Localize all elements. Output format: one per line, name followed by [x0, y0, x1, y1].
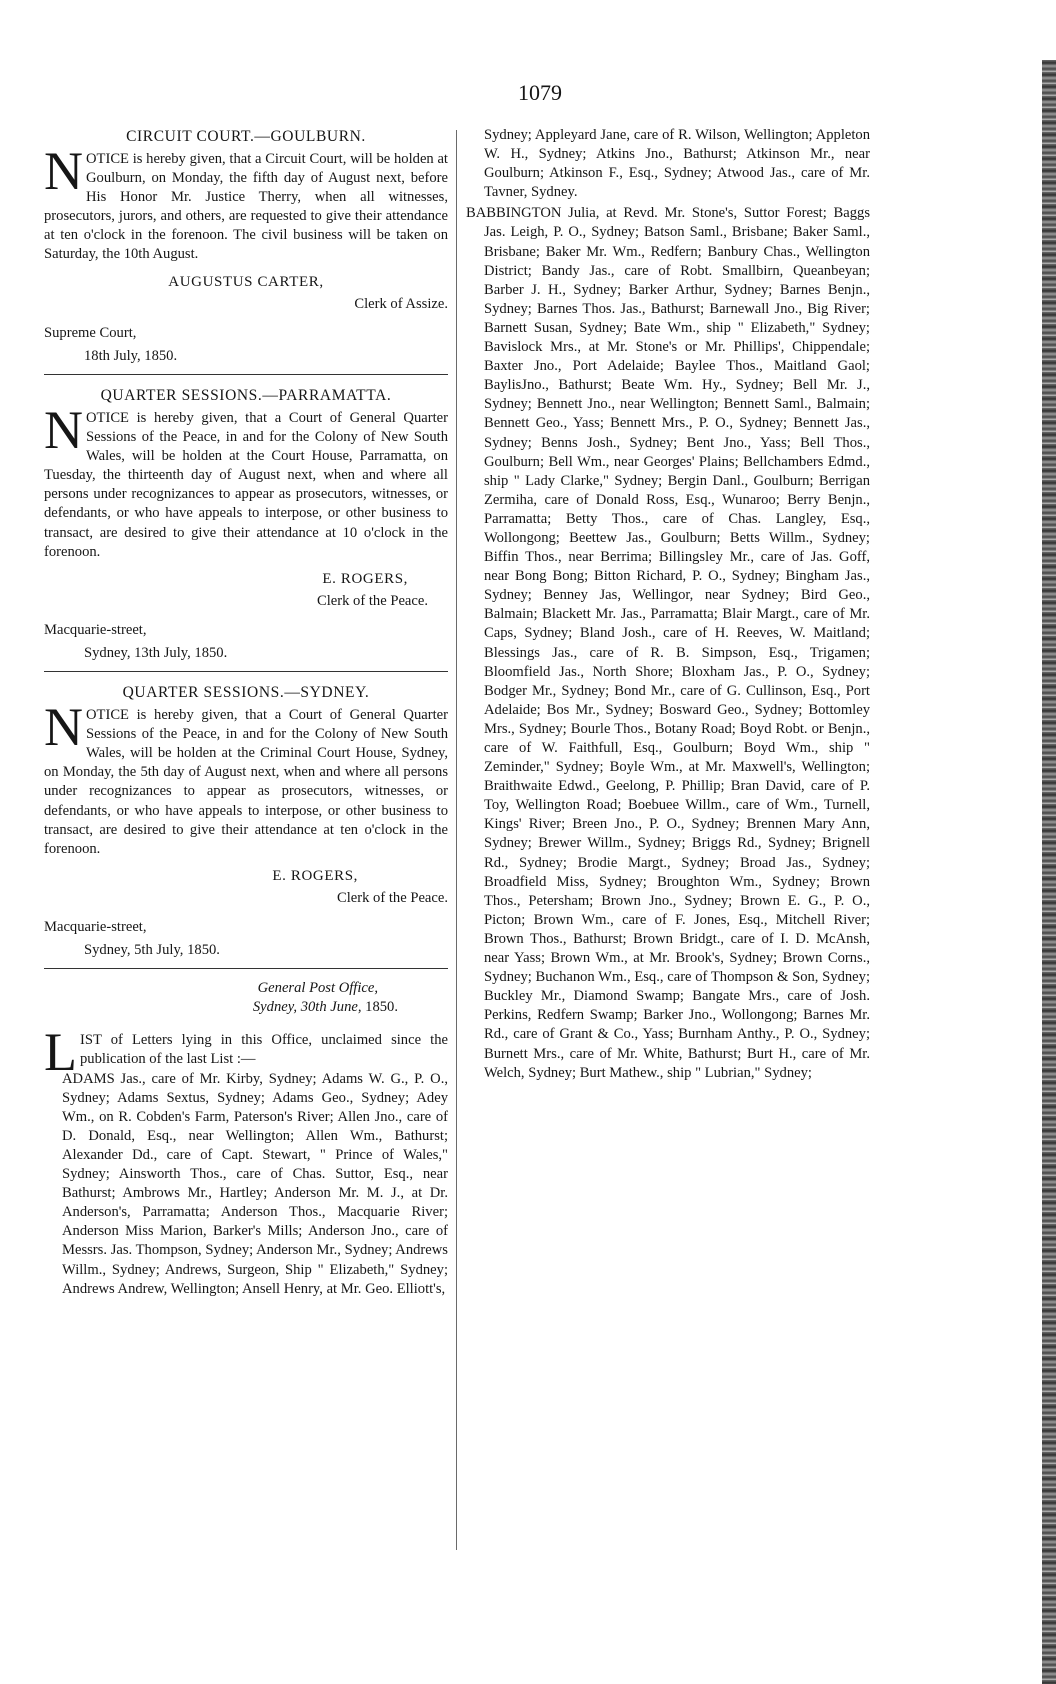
letters-list-a-continued: Sydney; Appleyard Jane, care of R. Wilson, Wellington; Appleton W. H., Sydney; Atkins Jno., Bathurst; Atkinson Mr., near Goulburn; Atkinson F., Esq., Sydney; Atwood Jas., care of Mr. Tavner, Sydney. — [484, 127, 870, 201]
post-office-dateline — [44, 998, 448, 1017]
notice-parramatta — [44, 385, 448, 663]
column-divider — [456, 130, 457, 1550]
post-office-name: General Post Office, — [257, 980, 378, 997]
page-number: 1079 — [518, 80, 562, 105]
signatory-role: Clerk of the Peace. — [336, 889, 448, 906]
notice-heading: QUARTER SESSIONS.—PARRAMATTA. — [100, 386, 392, 404]
notice-circuit-court — [44, 126, 448, 366]
notice-place: Macquarie-street, — [44, 919, 147, 935]
drop-cap: L — [44, 1022, 77, 1083]
signatory-name: AUGUSTUS CARTER, — [168, 273, 324, 290]
notice-date: Sydney, 5th July, 1850. — [84, 942, 220, 959]
drop-cap: N — [44, 697, 83, 758]
section-rule — [44, 968, 448, 969]
list-intro — [44, 1022, 448, 1083]
notice-post-office — [44, 979, 448, 1299]
letters-list-a: ADAMS Jas., care of Mr. Kirby, Sydney; Adams W. G., P. O., Sydney; Adams Sextus, Sydney; Adams Geo., Sydney; Adey Wm., on R. Cobden's Farm, Paterson's River; Allen Jno., care of D. Donald, Esq., near Wellington; Allen Wm., Bathurst; Alexander Dd., care of Capt. Stewart, " Prince of Wales," Sydney; Ainsworth Thos., care of Chas. Suttor, Esq., near Bathurst; Ambrows Mr., Hartley; Anderson Mr. M. J., at Dr. Anderson's, Parramatta; Anderson Thos., Macquarie River; Anderson Miss Marion, Barker's Mills; Anderson Jno., care of Messrs. Jas. Thompson, Sydney; Anderson Mr., Sydney; Andrews Willm., Sydney; Andrews, Surgeon, Ship " Elizabeth," Sydney; Andrews Andrew, Wellington; Ansell Henry, at Mr. Geo. Elliott's, — [62, 1070, 448, 1297]
right-column — [466, 126, 870, 1083]
page-edge-strip — [1042, 60, 1056, 1684]
notice-body — [44, 697, 448, 859]
drop-cap: N — [44, 141, 83, 201]
notice-text: OTICE is hereby given, that a Circuit Court, will be holden at Goulburn, on Monday, the fifth day of August next, before His Honor Mr. Justice Therry, when all witnesses, prosecutors, jurors, and others, are requested to give their attendance at ten o'clock in the forenoon. The civil business will be taken on Saturday, the 10th August. — [44, 151, 448, 263]
letters-list-b: BABBINGTON Julia, at Revd. Mr. Stone's, Suttor Forest; Baggs Jas. Leigh, P. O., Sydney; Batson Saml., Brisbane; Baker Saml., Brisbane; Baker Mr. Wm., Redfern; Banbury Chas., Wellington District; Bandy Jas., care of Robt. Smallbirn, Queanbeyan; Barber J. H., Sydney; Barker Arthur, Sydney; Barnes Benjn., Sydney; Barnes Thos. Jas., Bathurst; Barnewall Jno., Big River; Barnett Susan, Sydney; Bate Wm., ship " Elizabeth," Sydney; Bavislock Mrs., at Mr. Stone's or Mr. Phillips', Chippendale; Baxter Jno., Port Adelaide; Baylee Thos., Maitland Gaol; BaylisJno., Bathurst; Beate Wm. Hy., Sydney; Bell Mr. J., Sydney; Bennett Jno., near Wellington; Bennett Saml., Balmain; Bennett Geo., Yass; Bennett Mrs., P. O., Sydney; Bennett Jas., Sydney; Benns Josh., Sydney; Bent Jno., Yass; Bell Thos., Goulburn; Bell Wm., near Georges' Plains; Bellchambers Edmd., ship " Lady Clarke," Sydney; Bergin Danl., Goulburn; Berrigan Zermiha, care of Donald Ross, Esq., Wunaroo; Berry Benjn., Parramatta; Betty Thos., care of Chas. Langley, Esq., Wollongong; Beettew Jas., Goulburn; Betts Willm., Sydney; Biffin Thos., near Berrima; Billingsley Mr., care of Jas. Goff, near Bong Bong; Bitton Richard, P. O., Sydney; Bingham Jas., Sydney; Benney Jas, Wellingor, near Sydney; Bird Geo., Balmain; Blackett Mr. Jas., Parramatta; Blair Margt., care of Mr. Caps, Sydney; Bland Josh., care of H. Reeves, W. Maitland; Blessings Jas., care of R. B. Simpson, Esq., Trigamen; Bloomfield Jas., North Shore; Bloxham Jas., P. O., Sydney; Bodger Mr., Sydney; Bond Mr., care of G. Cullinson, Esq., Port Adelaide; Bos Mr., Sydney; Bosward Geo., Sydney; Bottomley Mrs., Sydney; Bourle Thos., Botany Road; Boyd Robt. or Benjn., care of W. Faithfull, Esq., Goulburn; Boyd Wm., ship " Zeminder," Sydney; Boyle Wm., at Mr. Maxwell's, Wellington; Braithwaite Edwd., Geelong, P. Phillip; Bran David, care of P. Toy, Wellington Road; Boebuee Willm., care of Wm., Turnell, Kings' River; Breen Jno., P. O., Sydney; Brennen Mary Ann, Sydney; Brewer Willm., Sydney; Briggs Rd., Sydney; Brignell Rd., Sydney; Brodie Margt., Sydney; Broad Jas., Sydney; Broadfield Miss, Sydney; Broughton Wm., Sydney; Brown Thos., Petersham; Brown Jno., Sydney; Brown E. G., P. O., Picton; Brown Wm., care of F. Jones, Esq., Mitchell River; Brown Thos., Bathurst; Brown Bridgt., care of I. D. McAnsh, near Yass; Brown Wm., at Mr. Brook's, Sydney; Brown Corns., Sydney; Buchanon Wm., Esq., care of Thompson & Son, Sydney; Buckley Mr., Diamond Swamp; Bangate Mrs., care of Josh. Perkins, Redfern Swamp; Barker Jno., Wollongong; Barnes Mr. Rd., care of Grant & Co., Yass; Burnham Anthy., P. O., Sydney; Burnett Mrs., care of Mr. White, Bathurst; Burt H., care of Mr. Welch, Sydney; Burt Mathew., ship " Lubrian," Sydney; — [466, 205, 870, 1081]
notice-date: Sydney, 13th July, 1850. — [84, 644, 228, 661]
post-office-year: 1850. — [365, 999, 398, 1016]
drop-cap: N — [44, 399, 83, 460]
signatory-name: E. ROGERS, — [272, 867, 358, 884]
signatory-role: Clerk of Assize. — [354, 295, 448, 312]
left-column — [44, 126, 448, 1303]
section-rule — [44, 671, 448, 672]
signatory-name: E. ROGERS, — [322, 570, 408, 587]
notice-heading: CIRCUIT COURT.—GOULBURN. — [126, 128, 366, 145]
post-office-date: 30th June, — [300, 999, 362, 1016]
post-office-place: Sydney, — [252, 999, 298, 1016]
notice-body — [44, 141, 448, 265]
notice-sydney — [44, 682, 448, 960]
notice-text: OTICE is hereby given, that a Court of General Quarter Sessions of the Peace, in and for the Colony of New South Wales, will be holden at the Criminal Court House, Sydney, on Monday, the 5th day of August next, when and where all persons under recognizances to appear as prosecutors, witnesses, or defendants, or who have appeals to interpose, or other business to transact, are desired to give their attendance at ten o'clock in the forenoon. — [44, 707, 448, 857]
notice-date: 18th July, 1850. — [84, 347, 178, 364]
notice-body — [44, 399, 448, 562]
notice-heading: QUARTER SESSIONS.—SYDNEY. — [122, 684, 370, 702]
notice-place: Supreme Court, — [44, 324, 137, 341]
section-rule — [44, 374, 448, 375]
signatory-role: Clerk of the Peace. — [316, 592, 428, 609]
list-intro-text: IST of Letters lying in this Office, unclaimed since the publication of the last List :— — [80, 1032, 448, 1068]
notice-text: OTICE is hereby given, that a Court of General Quarter Sessions of the Peace, in and for the Colony of New South Wales, will be holden at the Court House, Parramatta, on Tuesday, the thirteenth day of August next, when and where all persons under recognizances to appear as prosecutors, witnesses, or defendants, or who have appeals to interpose, or other business to transact, are desired to give their attendance at 10 o'clock in the forenoon. — [44, 409, 448, 560]
notice-place: Macquarie-street, — [44, 621, 147, 638]
